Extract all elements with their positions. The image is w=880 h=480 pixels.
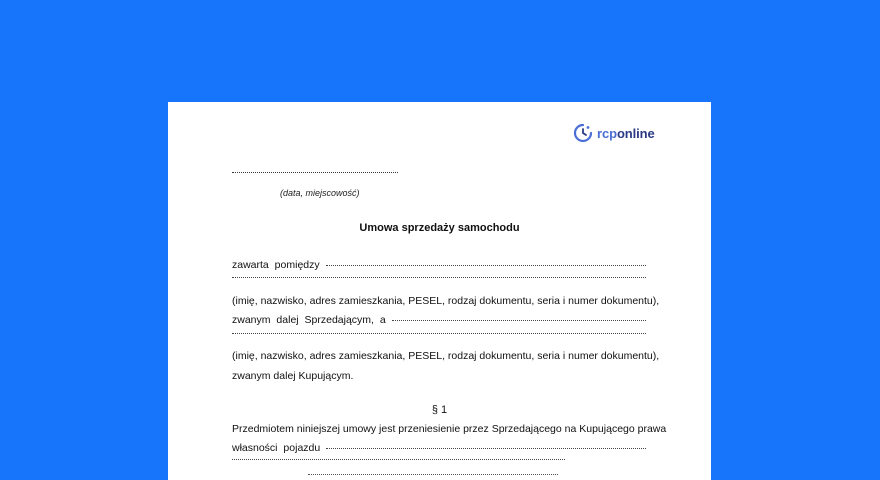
between-line: [232, 259, 646, 271]
seller-id-note: (imię, nazwisko, adres zamieszkania, PESEL, rodzaj dokumentu, seria i numer dokumentu),: [232, 295, 660, 307]
vehicle-fill-line-2: [232, 461, 565, 462]
date-place-field: [232, 172, 398, 173]
logo-text: rcponline: [597, 125, 655, 141]
clause-1-text: Przedmiotem niniejszej umowy jest przeniesienie przez Sprzedającego na Kupującego prawa: [232, 423, 667, 435]
seller-fill-line-2: [232, 279, 646, 280]
between-label: zawarta pomiędzy: [232, 259, 320, 271]
vehicle-fill-line: [326, 448, 646, 449]
buyer-id-note: (imię, nazwisko, adres zamieszkania, PESEL, rodzaj dokumentu, seria i numer dokumentu),: [232, 350, 660, 362]
buyer-fill-line-2: [232, 335, 646, 336]
date-place-label: (data, miejscowość): [280, 188, 360, 198]
document-title: Umowa sprzedaży samochodu: [359, 222, 520, 234]
rcponline-logo: [573, 123, 655, 143]
vehicle-line: [232, 442, 646, 454]
section-heading: § 1: [431, 404, 448, 416]
buyer-line: zwanym dalej Kupującym.: [232, 370, 354, 382]
buyer-fill-line: [392, 320, 646, 321]
vehicle-label: własności pojazdu: [232, 442, 321, 454]
seller-line: [232, 314, 646, 326]
cut-off-line: [308, 474, 558, 475]
document-page: [168, 102, 711, 480]
seller-label: zwanym dalej Sprzedającym, a: [232, 314, 386, 326]
clock-icon: [573, 123, 593, 143]
seller-fill-line: [326, 265, 646, 266]
